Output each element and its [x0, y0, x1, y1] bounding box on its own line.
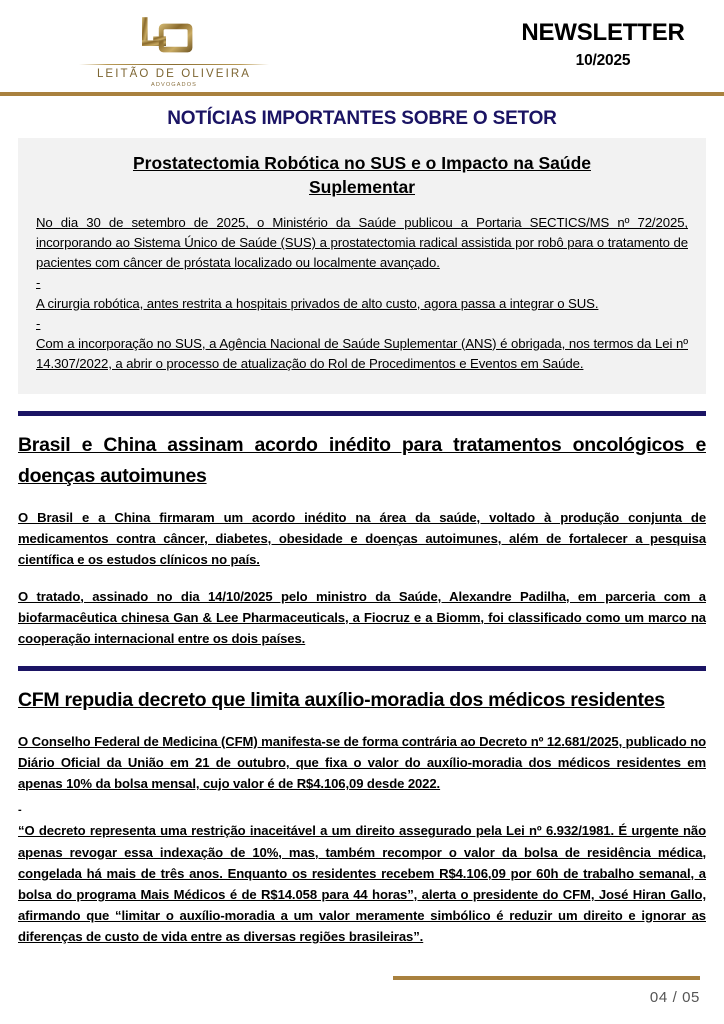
header-gold-divider	[0, 92, 724, 96]
newsletter-masthead	[508, 20, 698, 70]
brand-subtitle: ADVOGADOS	[151, 82, 197, 88]
article-paragraph	[36, 294, 688, 314]
brand-logo	[74, 14, 274, 88]
paragraph-separator: -	[18, 804, 22, 817]
paragraph-text: O Conselho Federal de Medicina (CFM) manifesta-se de forma contrária ao Decreto nº 12.681/2025, publicado no Diário Oficial da União em 21 de outubro, que fixa o valor do auxílio-moradia dos médicos residentes em apenas 10% da bolsa mensal, cujo valor é de R$4.106,09 desde 2022.	[18, 733, 706, 792]
section-divider-navy	[18, 666, 706, 671]
article-title-line-1: Prostatectomia Robótica no SUS e o Impacto na Saúde	[132, 153, 591, 173]
page-title: NOTÍCIAS IMPORTANTES SOBRE O SETOR	[167, 108, 557, 129]
article-title-prostatectomia	[36, 151, 688, 199]
article-paragraph	[18, 507, 706, 571]
paragraph-separator: -	[36, 275, 41, 291]
article-title-text: CFM repudia decreto que limita auxílio-moradia dos médicos residentes	[18, 689, 665, 712]
lo-monogram-icon	[126, 14, 222, 62]
paragraph-text: O Brasil e a China firmaram um acordo inédito na área da saúde, voltado à produção conjunta de medicamentos contra câncer, diabetes, obesidade e doenças autoimunes, além de fortalecer a pesquisa científica e os estudos clínicos no país.	[18, 509, 706, 568]
article-title-text: Brasil e China assinam acordo inédito para tratamentos oncológicos e doenças autoimunes	[18, 433, 706, 488]
paragraph-separator: -	[36, 315, 41, 331]
article-paragraph	[36, 334, 688, 374]
paragraph-text: A cirurgia robótica, antes restrita a hospitais privados de alto custo, agora passa a integrar o SUS.	[36, 295, 599, 311]
article-paragraph	[36, 213, 688, 273]
paragraph-text: Com a incorporação no SUS, a Agência Nacional de Saúde Suplementar (ANS) é obrigada, nos termos da Lei nº 14.307/2022, a abrir o processo de atualização do Rol de Procedimentos e Eventos em Saúde.	[36, 335, 688, 371]
document-footer	[0, 976, 724, 1006]
article-paragraph	[18, 586, 706, 650]
document-header	[0, 0, 724, 92]
article-title-cfm	[18, 685, 706, 717]
logo-divider	[79, 64, 269, 65]
article-title-line-2: Suplementar	[309, 177, 415, 198]
newsletter-label: NEWSLETTER	[521, 19, 685, 46]
paragraph-text: O tratado, assinado no dia 14/10/2025 pelo ministro da Saúde, Alexandre Padilha, em parceria com a biofarmacêutica chinesa Gan & Lee Pharmaceuticals, a Fiocruz e a Biomm, foi classificado como um marco na cooperação internacional entre os dois países.	[18, 588, 706, 646]
article-paragraph	[18, 820, 706, 947]
footer-gold-divider	[393, 976, 700, 980]
section-divider-navy	[18, 411, 706, 416]
article-paragraph	[18, 731, 706, 795]
newsletter-issue-date: 10/2025	[575, 52, 631, 70]
paragraph-text: “O decreto representa uma restrição inaceitável a um direito assegurado pela Lei nº 6.932/1981. É urgente não apenas revogar essa indexação de 10%, mas, também recompor o valor da bolsa de residência médica, congelada há mais de três anos. Enquanto os residentes recebem R$4.106,09 por 60h de trabalho semanal, a bolsa do programa Mais Médicos é de R$14.058 para 44 horas”, alerta o presidente do CFM, José Hiran Gallo, afirmando que “limitar o auxílio-moradia a um valor meramente simbólico é reduzir um direito e ignorar as diferenças de custo de vida entre as diversas regiões brasileiras”.	[18, 823, 706, 945]
article-title-brasil-china	[18, 430, 706, 493]
paragraph-text: No dia 30 de setembro de 2025, o Ministério da Saúde publicou a Portaria SECTICS/MS nº 72/2025, incorporando ao Sistema Único de Saúde (SUS) a prostatectomia radical assistida por robô para o tratamento de pacientes com câncer de próstata localizado ou localmente avançado.	[36, 215, 688, 271]
page-indicator: 04 / 05	[649, 989, 700, 1006]
article-panel-prostatectomia	[18, 138, 706, 394]
brand-name: LEITÃO DE OLIVEIRA	[96, 68, 252, 80]
